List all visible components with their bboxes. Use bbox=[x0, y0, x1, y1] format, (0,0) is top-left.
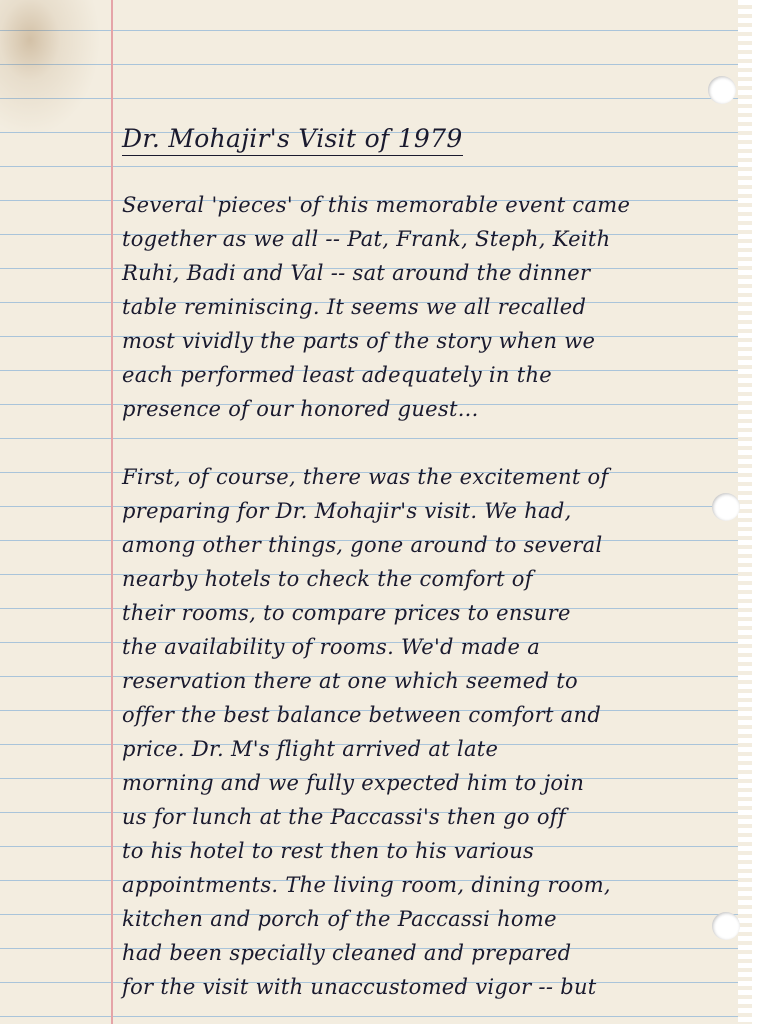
text-line: presence of our honored guest... bbox=[122, 397, 479, 421]
text-line: First, of course, there was the excitement of bbox=[122, 465, 609, 489]
binder-hole bbox=[712, 912, 740, 940]
text-line: preparing for Dr. Mohajir's visit. We had, bbox=[122, 499, 572, 523]
text-line: the availability of rooms. We'd made a bbox=[122, 635, 541, 659]
page-title: Dr. Mohajir's Visit of 1979 bbox=[122, 124, 463, 156]
text-line: for the visit with unaccustomed vigor -- but bbox=[122, 975, 597, 999]
text-line: Ruhi, Badi and Val -- sat around the dinner bbox=[122, 261, 591, 285]
text-line: most vividly the parts of the story when we bbox=[122, 329, 596, 353]
text-line: offer the best balance between comfort and bbox=[122, 703, 602, 727]
binder-hole bbox=[708, 76, 736, 104]
text-line: reservation there at one which seemed to bbox=[122, 669, 578, 693]
text-line: to his hotel to rest then to his various bbox=[122, 839, 535, 863]
text-line: among other things, gone around to several bbox=[122, 533, 603, 557]
binder-hole bbox=[712, 493, 740, 521]
text-line: table reminiscing. It seems we all recalled bbox=[122, 295, 587, 319]
torn-paper-edge bbox=[738, 0, 752, 1024]
text-line: Several 'pieces' of this memorable event came bbox=[122, 193, 631, 217]
text-line: together as we all -- Pat, Frank, Steph, Keith bbox=[122, 227, 611, 251]
text-line: each performed least adequately in the bbox=[122, 363, 552, 387]
red-margin-line bbox=[111, 0, 113, 1024]
text-line: had been specially cleaned and prepared bbox=[122, 941, 572, 965]
text-line: us for lunch at the Paccassi's then go off bbox=[122, 805, 566, 829]
text-line: price. Dr. M's flight arrived at late bbox=[122, 737, 499, 761]
text-line: morning and we fully expected him to join bbox=[122, 771, 585, 795]
text-line: kitchen and porch of the Paccassi home bbox=[122, 907, 557, 931]
text-line: appointments. The living room, dining room, bbox=[122, 873, 611, 897]
text-line: their rooms, to compare prices to ensure bbox=[122, 601, 571, 625]
text-line: nearby hotels to check the comfort of bbox=[122, 567, 533, 591]
